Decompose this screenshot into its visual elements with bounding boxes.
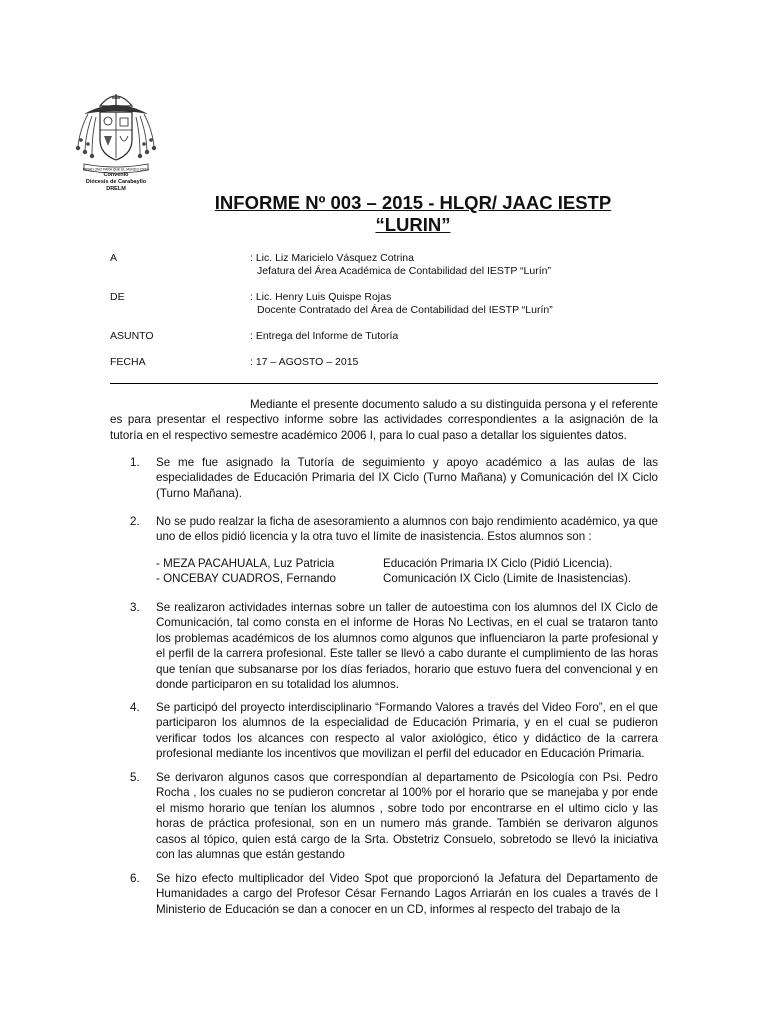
item-text: Se derivaron algunos casos que correspondían al departamento de Psicología con Psi. Pedro Rocha , los cuales no se pudieron concretar al 100% por el horario que se manejaba y por ende el mismo horario que tenían los alumnos , sobre todo por encontrarse en el ultimo ciclo y las horas de práctica profesional, son en un numero más grande. También se derivaron algunos casos al tópico, quien está cargo de la Srta. Obstetriz Consuelo, sobretodo se llevó la iniciativa con las alumnas que están gestando [156, 771, 658, 862]
header-from-label: DE [110, 291, 125, 303]
diocese-seal-logo [70, 84, 162, 180]
item-text: Se me fue asignado la Tutoría de seguimiento y apoyo académico a las aulas de las especialidades de Educación Primaria del IX Ciclo (Turno Mañana) y Comunicación del IX Ciclo (Turno Mañana). [156, 456, 658, 500]
header-to-value: : Lic. Liz Maricielo Vásquez Cotrina [250, 252, 414, 264]
logo-caption-line: Convenio [103, 172, 129, 178]
header-date-value: : 17 – AGOSTO – 2015 [250, 356, 359, 368]
title-line-2: “LURIN” [375, 214, 451, 235]
intro-paragraph: Mediante el presente documento saludo a su distinguida persona y el referente es para presentar el respectivo informe sobre las actividades correspondientes a la asignación de la tutoría en el respectivo semestre académico 2006 I, para lo cual paso a detallar los siguientes datos. [110, 398, 658, 442]
item-number: 1. [130, 456, 140, 469]
logo-caption-line: DRELM [106, 186, 126, 192]
item-number: 6. [130, 872, 140, 885]
header-to-label: A [110, 252, 118, 264]
logo-caption-line: Diócesis de Carabayllo [85, 179, 147, 185]
logo-caption [70, 172, 162, 193]
motto-text: MIRAD UNO PARA QUE EL MUNDO CREA [82, 167, 150, 172]
header-subject-label: ASUNTO [110, 330, 154, 342]
item-text: Se participó del proyecto interdisciplinario “Formando Valores a través del Video Foro”, en el que participaron los alumnos de la especialidad de Educación Primaria, y en el cual se pudieron verificar todos los alcances con respecto al valor axiológico, ético y didáctico de la carrera profesional mediante los incentivos que movilizan el perfil del educador en Educación Primaria. [156, 701, 658, 761]
document-title [150, 192, 676, 236]
title-line-1: INFORME Nº 003 – 2015 - HLQR/ JAAC IESTP [214, 192, 612, 213]
header-divider [110, 383, 658, 384]
header-from-value-line2: Docente Contratado del Área de Contabilidad del IESTP “Lurín” [257, 304, 553, 316]
item-number: 4. [130, 701, 140, 714]
item-text: No se pudo realzar la ficha de asesoramiento a alumnos con bajo rendimiento académico, ya que uno de ellos pidió licencia y la otra tuvo el límite de inasistencia. Estos alumnos son : [156, 515, 658, 544]
header-subject-value: : Entrega del Informe de Tutoría [250, 330, 399, 342]
header-date-label: FECHA [110, 356, 146, 368]
item-number: 5. [130, 771, 140, 784]
item-text: Se realizaron actividades internas sobre un taller de autoestima con los alumnos del IX Ciclo de Comunicación, tal como consta en el informe de Horas No Lectivas, en el cual se trataron tanto los problemas académicos de los alumnos como algunos que influenciaron la parte profesional y el perfil de la carrera profesional. Este taller se llevó a cabo durante el cumplimiento de las horas que tenían que subsanarse por los días feriados, horario que estuvo fuera del convencional y en donde participaron en su totalidad los alumnos. [156, 601, 658, 692]
item-number: 3. [130, 601, 140, 614]
student-name: - ONCEBAY CUADROS, Fernando [156, 572, 336, 585]
header-from-value: : Lic. Henry Luis Quispe Rojas [250, 291, 392, 303]
student-name: - MEZA PACAHUALA, Luz Patricia [156, 557, 335, 570]
item-number: 2. [130, 515, 140, 528]
item-text: Se hizo efecto multiplicador del Video Spot que proporcionó la Jefatura del Departamento de Humanidades a cargo del Profesor César Fernando Lagos Arriarán en los cuales a través de l Ministerio de Educación se dan a conocer en un CD, informes al respecto del trabajo de la [156, 872, 658, 916]
student-detail: Comunicación IX Ciclo (Limite de Inasistencias). [383, 572, 632, 585]
student-detail: Educación Primaria IX Ciclo (Pidió Licencia). [383, 557, 613, 570]
header-to-value-line2: Jefatura del Área Académica de Contabilidad del IESTP “Lurín” [257, 265, 551, 277]
